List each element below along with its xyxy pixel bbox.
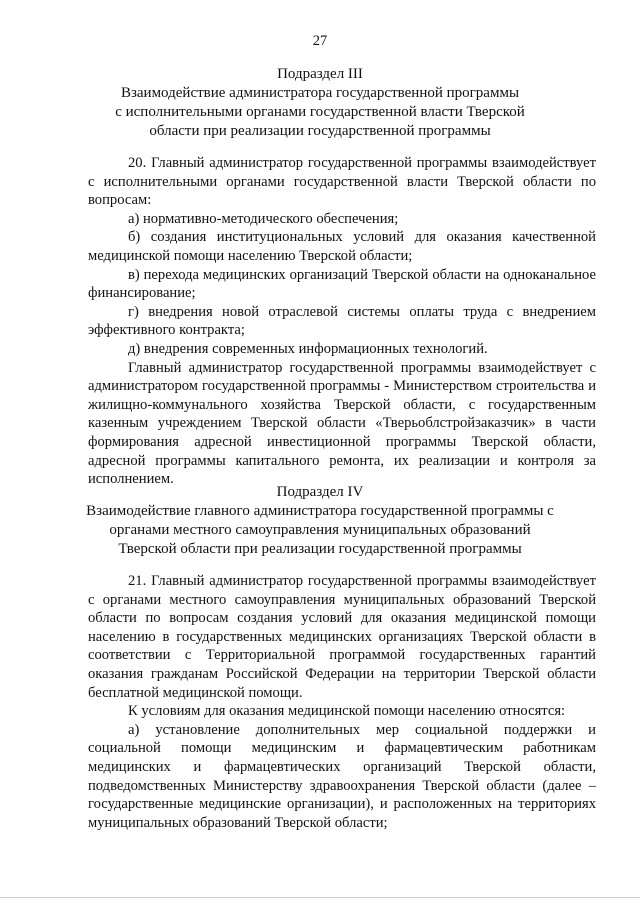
list-item-g: г) внедрения новой отраслевой системы оплаты труда с внедрением эффективного контракта;	[88, 303, 596, 339]
scan-edge-line	[0, 897, 640, 898]
section-4-title-line: органами местного самоуправления муниципальных образований	[109, 522, 531, 538]
section-3-body	[88, 154, 596, 489]
paragraph-interaction: Главный администратор государственной программы взаимодействует с администратором государственной программы - Министерством строительства и жилищно-коммунального хозяйства Тверской области, с государственным казенным учреждением Тверской области «Тверьоблстройзаказчик» в части формирования адресной инвестиционной программы Тверской области, адресной программы капитального ремонта, их реализации и контроля за исполнением.	[88, 359, 596, 488]
paragraph-20: 20. Главный администратор государственной программы взаимодействует с исполнительными органами государственной власти Тверской области по вопросам:	[88, 155, 596, 209]
section-3-heading	[60, 65, 580, 141]
page-number: 27	[312, 33, 328, 49]
section-4-title-line: Тверской области при реализации государственной программы	[118, 541, 522, 557]
section-3-title-line: области при реализации государственной программы	[149, 123, 491, 139]
section-4-label: Подраздел IV	[276, 484, 364, 500]
section-3-label: Подраздел III	[277, 66, 363, 82]
section-3-title-line: Взаимодействие администратора государственной программы	[120, 85, 520, 101]
list-item-v: в) перехода медицинских организаций Тверской области на одноканальное финансирование;	[88, 266, 596, 302]
paragraph-21: 21. Главный администратор государственной программы взаимодействует с органами местного самоуправления муниципальных образований Тверской области по вопросам создания условий для оказания медицинской помощи населению в государственных медицинских организациях Тверской области в соответствии с Территориальной программой государственных гарантий оказания гражданам Российской Федерации на территории Тверской области бесплатной медицинской помощи.	[88, 573, 596, 701]
list-item-b: б) создания институциональных условий для оказания качественной медицинской помощи населению Тверской области;	[88, 229, 596, 264]
list-item-a: а) нормативно-методического обеспечения;	[128, 210, 399, 227]
list-item-d: д) внедрения современных информационных технологий.	[128, 340, 488, 357]
section-4-heading	[60, 483, 580, 559]
section-3-title-line: с исполнительными органами государственной власти Тверской	[115, 104, 525, 120]
paragraph-conditions: К условиям для оказания медицинской помощи населению относятся:	[128, 703, 566, 720]
section-4-title-line: Взаимодействие главного администратора государственной программы с	[86, 503, 554, 519]
list-item-a-support: а) установление дополнительных мер социальной поддержки и социальной помощи медицинским и фармацевтическим работникам медицинских и фармацевтических организаций Тверской области, подведомственных Министерству здравоохранения Тверской области (далее – государственные медицинские организации), и расположенных на территориях муниципальных образований Тверской области;	[88, 721, 596, 831]
section-4-body	[88, 572, 596, 832]
